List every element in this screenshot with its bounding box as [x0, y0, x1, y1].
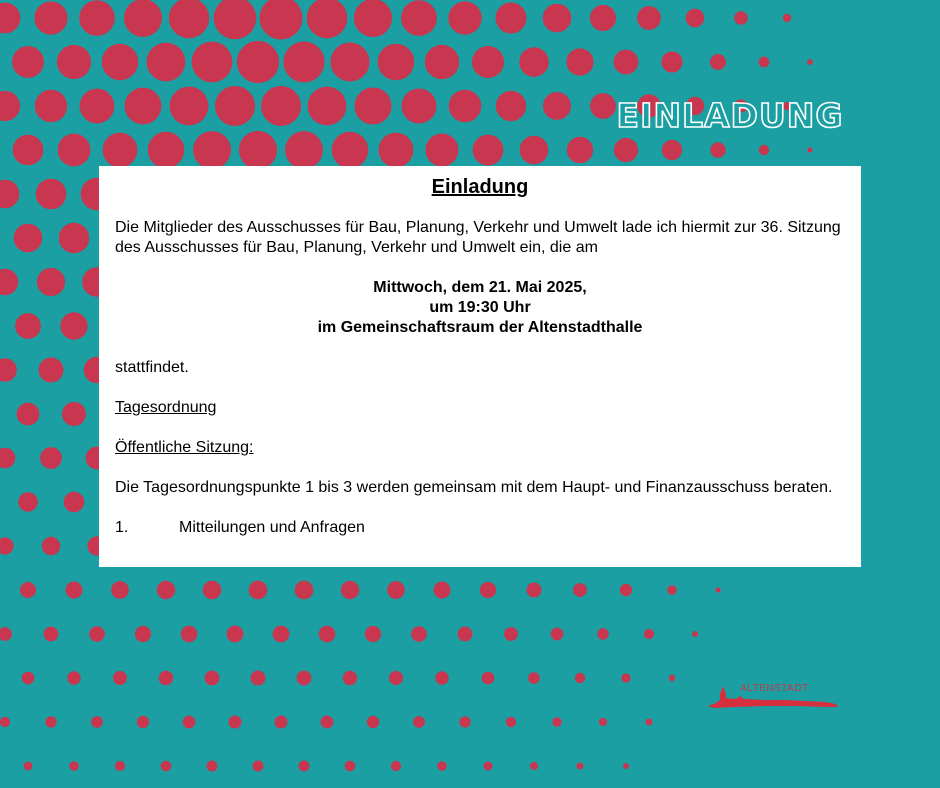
halftone-dot: [135, 626, 151, 642]
halftone-dot: [759, 57, 770, 68]
halftone-dot: [0, 91, 20, 121]
halftone-dot: [69, 761, 79, 771]
halftone-dot: [496, 91, 526, 121]
halftone-dot: [215, 86, 255, 126]
halftone-dot: [161, 761, 172, 772]
halftone-dot: [35, 90, 67, 122]
halftone-dot: [59, 223, 89, 253]
halftone-dot: [614, 138, 638, 162]
halftone-dot: [148, 132, 184, 168]
closing-text: stattfindet.: [115, 359, 189, 376]
halftone-dot: [496, 3, 527, 34]
halftone-dot: [434, 582, 451, 599]
halftone-dot: [229, 716, 242, 729]
halftone-dot: [103, 133, 138, 168]
halftone-dot: [710, 54, 726, 70]
halftone-dot: [807, 147, 812, 152]
halftone-dot: [551, 628, 564, 641]
meeting-date: Mittwoch, dem 21. Mai 2025,: [373, 279, 587, 296]
halftone-dot: [62, 402, 86, 426]
halftone-dot: [528, 672, 540, 684]
halftone-dot: [458, 627, 473, 642]
agenda-item-text: Mitteilungen und Anfragen: [179, 519, 365, 536]
halftone-dot: [115, 761, 125, 771]
halftone-dot: [341, 581, 359, 599]
halftone-dot: [387, 581, 405, 599]
halftone-dot: [125, 88, 162, 125]
meeting-place: im Gemeinschaftsraum der Altenstadthalle: [317, 319, 643, 336]
halftone-dot: [64, 492, 85, 513]
halftone-dot: [299, 761, 310, 772]
halftone-dot: [391, 761, 401, 771]
invitation-document: [99, 166, 861, 567]
halftone-dot: [480, 582, 496, 598]
halftone-dot: [253, 761, 264, 772]
halftone-dot: [0, 269, 18, 295]
halftone-dot: [147, 43, 186, 82]
halftone-dot: [260, 0, 303, 40]
halftone-dot: [448, 1, 481, 34]
halftone-dot: [45, 716, 56, 727]
halftone-dot: [39, 358, 64, 383]
halftone-dot: [354, 0, 392, 37]
halftone-dot: [275, 716, 288, 729]
public-session-heading: Öffentliche Sitzung:: [115, 439, 254, 456]
halftone-dot: [192, 42, 233, 83]
headline: EINLADUNG: [616, 96, 844, 135]
halftone-dot: [482, 672, 495, 685]
halftone-dot: [759, 145, 769, 155]
halftone-dot: [227, 626, 244, 643]
halftone-dot: [667, 585, 677, 595]
halftone-dot: [345, 761, 356, 772]
halftone-dot: [577, 763, 584, 770]
halftone-dot: [379, 133, 414, 168]
halftone-dot: [552, 717, 561, 726]
halftone-dot: [89, 626, 105, 642]
halftone-dot: [181, 626, 198, 643]
halftone-dot: [623, 763, 629, 769]
halftone-dot: [111, 581, 129, 599]
halftone-dot: [14, 224, 43, 253]
halftone-dot: [437, 761, 447, 771]
halftone-dot: [472, 46, 504, 78]
halftone-dot: [783, 14, 791, 22]
halftone-dot: [331, 43, 370, 82]
halftone-dot: [18, 492, 38, 512]
halftone-dot: [295, 581, 314, 600]
halftone-dot: [355, 88, 392, 125]
halftone-dot: [425, 45, 459, 79]
halftone-dot: [183, 716, 196, 729]
halftone-dot: [91, 716, 103, 728]
halftone-dot: [203, 581, 222, 600]
halftone-dot: [715, 587, 720, 592]
halftone-dot: [214, 0, 257, 39]
halftone-dot: [251, 671, 266, 686]
halftone-dot: [239, 131, 277, 169]
halftone-dot: [261, 86, 301, 126]
halftone-dot: [504, 627, 518, 641]
halftone-dot: [36, 179, 67, 210]
halftone-dot: [319, 626, 336, 643]
halftone-dot: [321, 716, 334, 729]
halftone-dot: [520, 136, 549, 165]
halftone-dot: [662, 140, 682, 160]
halftone-dot: [734, 11, 748, 25]
halftone-dot: [80, 89, 115, 124]
halftone-dot: [527, 583, 542, 598]
halftone-dot: [530, 762, 538, 770]
halftone-dot: [506, 717, 516, 727]
halftone-dot: [435, 671, 448, 684]
halftone-dot: [205, 671, 220, 686]
halftone-dot: [597, 628, 609, 640]
halftone-dot: [297, 671, 312, 686]
halftone-dot: [67, 671, 80, 684]
halftone-dot: [590, 5, 616, 31]
halftone-dot: [34, 1, 67, 34]
halftone-dot: [807, 59, 813, 65]
halftone-dot: [614, 50, 639, 75]
halftone-dot: [692, 631, 698, 637]
halftone-dot: [426, 134, 459, 167]
halftone-dot: [459, 716, 470, 727]
halftone-dot: [644, 629, 654, 639]
halftone-dot: [79, 0, 115, 36]
halftone-dot: [0, 448, 15, 469]
halftone-dot: [237, 41, 279, 83]
halftone-dot: [637, 6, 661, 30]
halftone-dot: [0, 627, 12, 641]
halftone-dot: [58, 134, 91, 167]
halftone-dot: [66, 582, 83, 599]
halftone-dot: [170, 87, 209, 126]
halftone-dot: [17, 403, 40, 426]
halftone-dot: [686, 9, 705, 28]
halftone-dot: [273, 626, 290, 643]
halftone-dot: [401, 0, 437, 36]
halftone-dot: [15, 313, 41, 339]
halftone-dot: [37, 268, 65, 296]
halftone-dot: [332, 132, 369, 169]
halftone-dot: [473, 135, 504, 166]
halftone-dot: [193, 131, 231, 169]
halftone-dot: [484, 762, 493, 771]
halftone-dot: [710, 142, 725, 157]
halftone-dot: [519, 47, 549, 77]
joint-session-note: Die Tagesordnungspunkte 1 bis 3 werden gemeinsam mit dem Haupt- und Finanzausschuss beraten.: [115, 479, 833, 496]
halftone-dot: [449, 90, 482, 123]
agenda-heading: Tagesordnung: [115, 399, 217, 416]
halftone-dot: [0, 717, 10, 727]
halftone-dot: [249, 581, 268, 600]
halftone-dot: [343, 671, 358, 686]
agenda-item: [115, 518, 845, 538]
halftone-dot: [124, 0, 162, 37]
halftone-dot: [308, 87, 347, 126]
document-title: Einladung: [431, 176, 529, 198]
agenda-item-number: 1.: [115, 519, 129, 536]
halftone-dot: [661, 51, 682, 72]
halftone-dot: [169, 0, 209, 38]
halftone-dot: [367, 716, 379, 728]
halftone-dot: [566, 48, 593, 75]
halftone-dot: [12, 46, 44, 78]
halftone-dot: [42, 537, 60, 555]
halftone-dot: [22, 672, 35, 685]
halftone-dot: [621, 673, 630, 682]
halftone-dot: [207, 761, 218, 772]
halftone-dot: [573, 583, 587, 597]
halftone-dot: [44, 627, 59, 642]
halftone-dot: [40, 447, 62, 469]
halftone-dot: [411, 626, 427, 642]
halftone-dot: [646, 719, 653, 726]
halftone-dot: [378, 44, 415, 81]
logo-wordmark: ALTENSTADT: [740, 683, 809, 694]
halftone-dot: [285, 131, 323, 169]
meeting-time: um 19:30 Uhr: [429, 299, 531, 316]
halftone-dot: [113, 671, 127, 685]
halftone-dot: [669, 675, 676, 682]
halftone-dot: [60, 312, 87, 339]
halftone-dot: [413, 716, 425, 728]
halftone-dot: [284, 42, 325, 83]
halftone-dot: [599, 718, 607, 726]
halftone-dot: [0, 358, 17, 382]
meeting-details: [115, 278, 845, 338]
halftone-dot: [20, 582, 36, 598]
halftone-dot: [620, 584, 632, 596]
halftone-dot: [0, 3, 20, 34]
halftone-dot: [389, 671, 403, 685]
halftone-dot: [0, 180, 19, 209]
halftone-dot: [137, 716, 149, 728]
halftone-dot: [24, 762, 33, 771]
halftone-dot: [102, 44, 138, 80]
halftone-dot: [157, 581, 175, 599]
halftone-dot: [575, 673, 585, 683]
halftone-dot: [307, 0, 348, 38]
intro-paragraph: Die Mitglieder des Ausschusses für Bau, Planung, Verkehr und Umwelt lade ich hiermit zur 36. Sitzung des Ausschusses für Bau, Planung, Verkehr und Umwelt ein, die am: [115, 219, 841, 256]
halftone-dot: [543, 4, 572, 33]
halftone-dot: [57, 45, 91, 79]
halftone-dot: [0, 537, 14, 554]
halftone-dot: [402, 89, 437, 124]
halftone-dot: [159, 671, 174, 686]
halftone-dot: [13, 135, 44, 166]
halftone-dot: [567, 137, 593, 163]
town-logo: [706, 676, 840, 716]
halftone-dot: [365, 626, 381, 642]
